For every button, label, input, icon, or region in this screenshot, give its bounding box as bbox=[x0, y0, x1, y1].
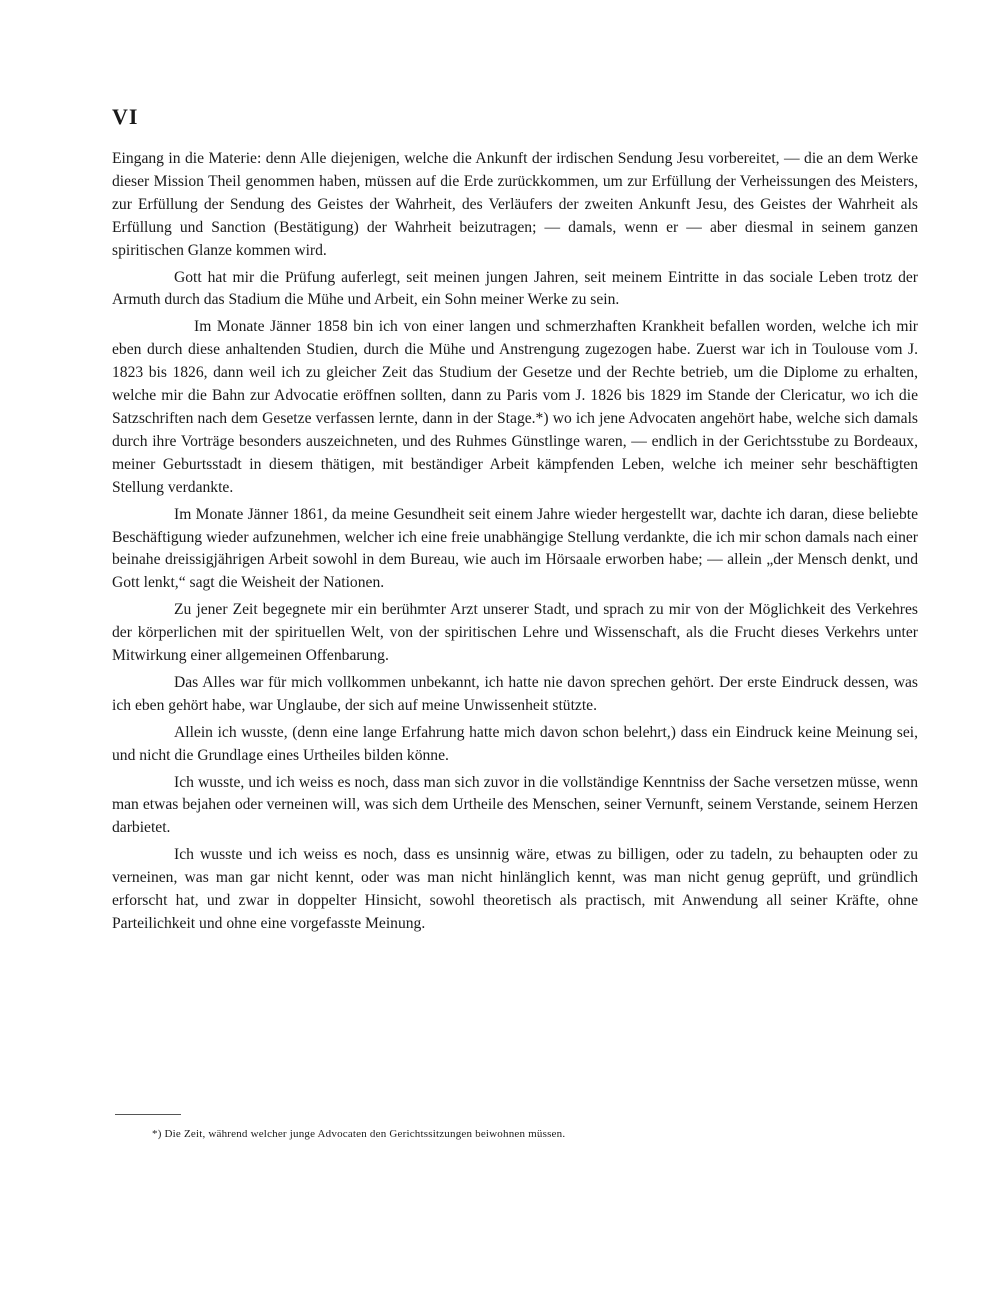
page-number: VI bbox=[112, 104, 139, 129]
paragraph: Das Alles war für mich vollkommen unbekannt, ich hatte nie davon sprechen gehört. Der erste Eindruck dessen, was ich eben gehört habe, war Unglaube, der sich auf meine Unwissenheit stützte. bbox=[112, 673, 918, 714]
paragraph: Ich wusste, und ich weiss es noch, dass man sich zuvor in die vollständige Kenntniss der Sache versetzen müsse, wenn man etwas bejahen oder verneinen will, was sich dem Urtheile des Menschen, seiner Vernunft, seinem Verstande, seinem Herzen darbietet. bbox=[112, 773, 918, 837]
paragraph: Ich wusste und ich weiss es noch, dass es unsinnig wäre, etwas zu billigen, oder zu tadeln, zu behaupten oder zu verneinen, was man gar nicht kennt, oder was man nicht hinlänglich kennt, was man nicht genug geprüft, und gründlich erforscht hat, und zwar in doppelter Hinsicht, sowohl theoretisch als practisch, mit Anwendung all seiner Kräfte, ohne Parteilichkeit und ohne eine vorgefasste Meinung. bbox=[112, 846, 918, 932]
paragraph: Eingang in die Materie: denn Alle diejenigen, welche die Ankunft der irdischen Sendung Jesu vorbereitet, — die an dem Werke dieser Mission Theil genommen haben, müssen auf die Erde zurückkommen, um zur Erfüllung der Verheissungen des Meisters, zur Erfüllung der Sendung des Geistes der Wahrheit, des Verläufers der zweiten Ankunft Jesu, des Geistes der Wahrheit als Erfüllung und Sanction (Bestätigung) der Wahrheit beizutragen; — damals, wenn er — aber diesmal in seinem ganzen spiritischen Glanze kommen wird. bbox=[112, 150, 918, 259]
body-text bbox=[112, 148, 918, 940]
paragraph: Zu jener Zeit begegnete mir ein berühmter Arzt unserer Stadt, und sprach zu mir von der Möglichkeit des Verkehres der körperlichen mit der spirituellen Welt, von der spiritischen Lehre und Wissenschaft, als die Frucht dieses Verkehrs unter Mitwirkung einer allgemeinen Offenbarung. bbox=[112, 601, 918, 665]
paragraph: Gott hat mir die Prüfung auferlegt, seit meinen jungen Jahren, seit meinem Eintritte in das sociale Leben trotz der Armuth durch das Stadium die Mühe und Arbeit, ein Sohn meiner Werke zu sein. bbox=[112, 268, 918, 309]
footnote: *) Die Zeit, während welcher junge Advocaten den Gerichtssitzungen beiwohnen müssen. bbox=[152, 1128, 566, 1140]
paragraph: Im Monate Jänner 1861, da meine Gesundheit seit einem Jahre wieder hergestellt war, dachte ich daran, diese beliebte Beschäftigung wieder aufzunehmen, welcher ich eine freie unabhängige Stellung verdankte, die ich mir schon damals nach einer beinahe dreissigjährigen Arbeit sowohl in dem Bureau, wie auch im Hörsaale erworben habe; — allein „der Mensch denkt, und Gott lenkt,“ sagt die Weisheit der Nationen. bbox=[112, 505, 918, 592]
paragraph: Im Monate Jänner 1858 bin ich von einer langen und schmerzhaften Krankheit befallen worden, welche ich mir eben durch diese anhaltenden Studien, durch die Mühe und Anstrengung zugezogen habe. Zuerst war ich in Toulouse vom J. 1823 bis 1826, dann weil ich zu gleicher Zeit das Studium der Gesetze und der Rechte betrieb, um die Diplome zu erhalten, welche mir die Bahn zur Advocatie eröffnen sollten, dann zu Paris vom J. 1826 bis 1829 im Stande der Clericatur, wo ich die Satzschriften nach dem Gesetze verfassen lernte, dann in der Stage.*) wo ich jene Advocaten angehört habe, welche sich damals durch ihre Vorträge besonders auszeichneten, und des Ruhmes Günstlinge waren, — endlich in der Gerichtsstube zu Bordeaux, meiner Geburtsstadt in diesem thätigen, mit beständiger Arbeit kämpfenden Leben, welche ich meiner sehr beschäftigten Stellung verdankte. bbox=[112, 318, 918, 496]
paragraph: Allein ich wusste, (denn eine lange Erfahrung hatte mich davon schon belehrt,) dass ein Eindruck keine Meinung sei, und nicht die Grundlage eines Urtheiles bilden könne. bbox=[112, 723, 918, 764]
footnote-divider bbox=[115, 1114, 181, 1115]
